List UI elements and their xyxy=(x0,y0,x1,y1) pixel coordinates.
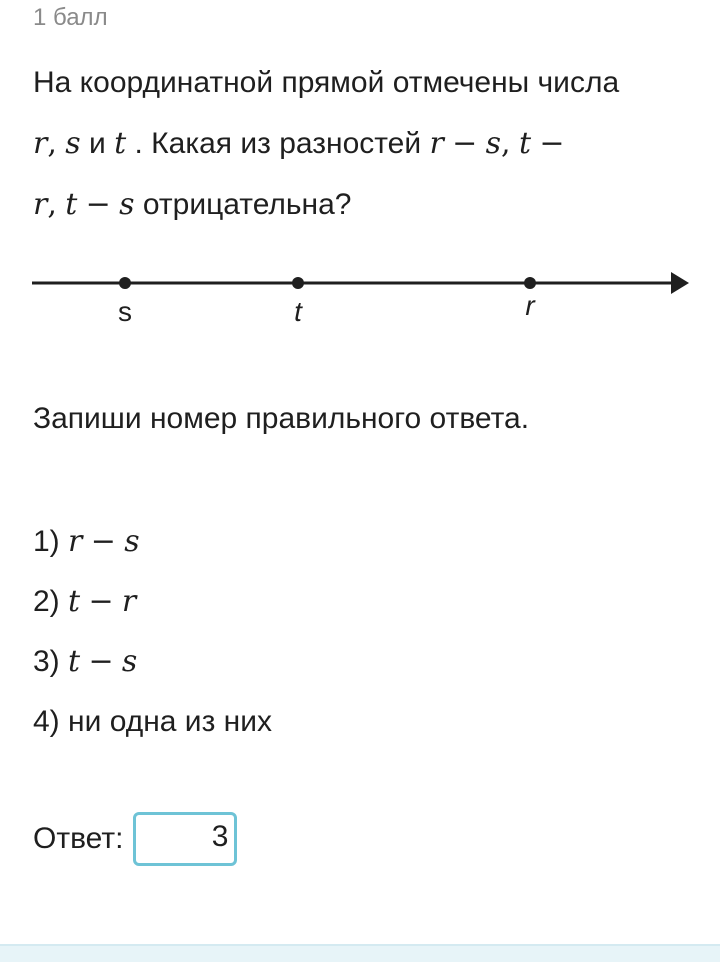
answer-row xyxy=(33,811,237,867)
diff-2-a: t xyxy=(518,126,531,161)
option-var-a: r xyxy=(68,524,83,559)
option-number: 1) xyxy=(33,525,60,558)
option-4 xyxy=(33,700,272,760)
option-number: 3) xyxy=(33,645,60,678)
question-part-2: . Какая из разностей xyxy=(134,127,422,160)
instruction-text: Запиши номер правильного ответа. xyxy=(33,402,530,435)
answer-label: Ответ: xyxy=(33,822,124,855)
point-t-label: t xyxy=(294,296,302,327)
diff-1-a: r xyxy=(429,126,444,161)
var-r: r xyxy=(33,126,48,161)
question-part-1: На координатной прямой отмечены числа xyxy=(33,66,620,99)
option-text: ни одна из них xyxy=(68,705,272,738)
option-var-b: r xyxy=(121,584,137,619)
point-s-label: s xyxy=(118,296,132,327)
minus-sign: − xyxy=(539,126,565,161)
bottom-bar xyxy=(0,944,720,962)
comma: , xyxy=(501,126,511,161)
option-number: 4) xyxy=(33,705,60,738)
answer-input[interactable] xyxy=(133,812,237,866)
point-s-dot xyxy=(119,277,131,289)
comma: , xyxy=(47,126,57,161)
option-var-b: s xyxy=(121,644,138,679)
question-part-3: отрицательна? xyxy=(142,188,352,221)
diff-2-b: r xyxy=(33,187,48,222)
var-t: t xyxy=(114,126,127,161)
minus-sign: − xyxy=(452,126,478,161)
question-text xyxy=(33,52,683,235)
diff-1-b: s xyxy=(485,126,502,161)
option-var-a: t xyxy=(68,644,81,679)
option-3 xyxy=(33,640,272,700)
point-r-dot xyxy=(524,277,536,289)
option-number: 2) xyxy=(33,585,60,618)
var-s: s xyxy=(65,126,81,161)
arrow-right-icon xyxy=(671,272,689,294)
answer-options xyxy=(33,520,272,760)
minus-sign: − xyxy=(88,584,114,619)
point-r-label: r xyxy=(525,290,535,321)
number-line xyxy=(0,255,720,335)
point-t-dot xyxy=(292,277,304,289)
and-word: и xyxy=(88,127,106,160)
option-var-a: t xyxy=(68,584,81,619)
diff-3-a: t xyxy=(65,187,78,222)
points-label: 1 балл xyxy=(33,4,108,31)
option-2 xyxy=(33,580,272,640)
minus-sign: − xyxy=(85,187,111,222)
diff-3-b: s xyxy=(119,187,135,222)
minus-sign: − xyxy=(88,644,114,679)
minus-sign: − xyxy=(90,524,116,559)
option-var-b: s xyxy=(124,524,140,559)
comma: , xyxy=(47,187,57,222)
option-1 xyxy=(33,520,272,580)
